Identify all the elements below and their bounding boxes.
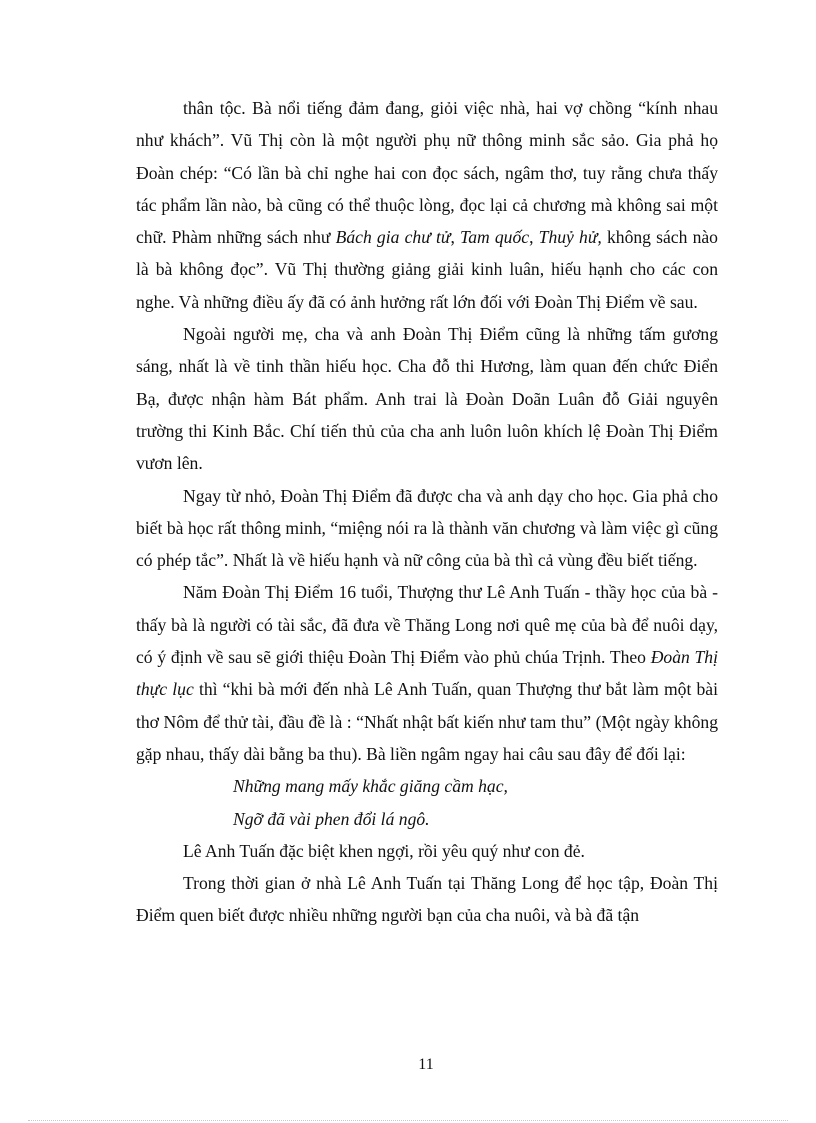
text-run: , (529, 227, 539, 248)
paragraph (136, 576, 718, 770)
text-run: không sách nào là bà không đọc”. Vũ Thị thường giảng giải kinh luân, hiếu hạnh cho các con nghe. Và những điều ấy đã có ảnh hưởng rất lớn đối với Đoàn Thị Điểm về sau. (136, 227, 718, 312)
paragraph: Trong thời gian ở nhà Lê Anh Tuấn tại Thăng Long để học tập, Đoàn Thị Điểm quen biết được nhiều những người bạn của cha nuôi, và bà đã tận (136, 873, 718, 926)
text-run: Ngay từ nhỏ, Đoàn Thị Điểm đã được cha và anh dạy cho học. Gia phả cho biết bà học rất thông minh, “miệng nói ra là thành văn chương và làm việc gì cũng có phép tắc”. Nhất là về hiếu hạnh và nữ công của bà thì cả vùng đều biết tiếng. (136, 485, 718, 571)
book-title: Tam quốc (460, 227, 530, 248)
text-run: Ngoài người mẹ, cha và anh Đoàn Thị Điểm cũng là những tấm gương sáng, nhất là về tinh thần hiếu học. Cha đỗ thi Hương, làm quan đến chức Điển Bạ, được nhận hàm Bát phẩm. Anh trai là Đoàn Doãn Luân đỗ Giải nguyên trường thi Kinh Bắc. Chí tiến thủ của cha anh luôn luôn khích lệ Đoàn Thị Điểm vươn lên. (136, 324, 718, 474)
page-number: 11 (418, 1056, 434, 1073)
text-run: , (450, 227, 461, 248)
verse-line: Những mang mấy khắc giăng cầm hạc, (233, 776, 508, 797)
page-bottom-border (28, 1120, 788, 1121)
text-run: thân tộc. Bà nổi tiếng đảm đang, giỏi việc nhà, hai vợ chồng “kính nhau như khách”. Vũ Thị còn là một người phụ nữ thông minh sắc sảo. Gia phả họ Đoàn chép: “Có lần bà chỉ nghe hai con đọc sách, ngâm thơ, tuy rằng chưa thấy tác phẩm lần nào, bà cũng có thể thuộc lòng, đọc lại cả chương mà không sai một chữ. Phàm những sách như (136, 98, 718, 248)
text-run: Năm Đoàn Thị Điểm 16 tuổi, Thượng thư Lê Anh Tuấn - thầy học của bà - thấy bà là người có tài sắc, đã đưa về Thăng Long nơi quê mẹ của bà để nuôi dạy, có ý định về sau sẽ giới thiệu Đoàn Thị Điểm vào phủ chúa Trịnh. Theo (136, 582, 718, 668)
verse-line: Ngỡ đã vài phen đổi lá ngô. (233, 808, 430, 829)
book-title: Đoàn Thị thực lục (136, 647, 718, 700)
page-body (136, 92, 718, 932)
paragraph: Lê Anh Tuấn đặc biệt khen ngợi, rồi yêu quý như con đẻ. (183, 840, 585, 861)
text-run: thì “khi bà mới đến nhà Lê Anh Tuấn, quan Thượng thư bắt làm một bài thơ Nôm để thử tài, đầu đề là : “Nhất nhật bất kiến như tam thu” (Một ngày không gặp nhau, thấy dài bằng ba thu). Bà liền ngâm ngay hai câu sau đây để đối lại: (136, 679, 719, 764)
paragraph (136, 318, 718, 479)
paragraph (136, 480, 718, 577)
paragraph (136, 92, 718, 318)
book-title: Thuỷ hử, (538, 227, 602, 248)
book-title: Bách gia chư tử (335, 227, 451, 248)
